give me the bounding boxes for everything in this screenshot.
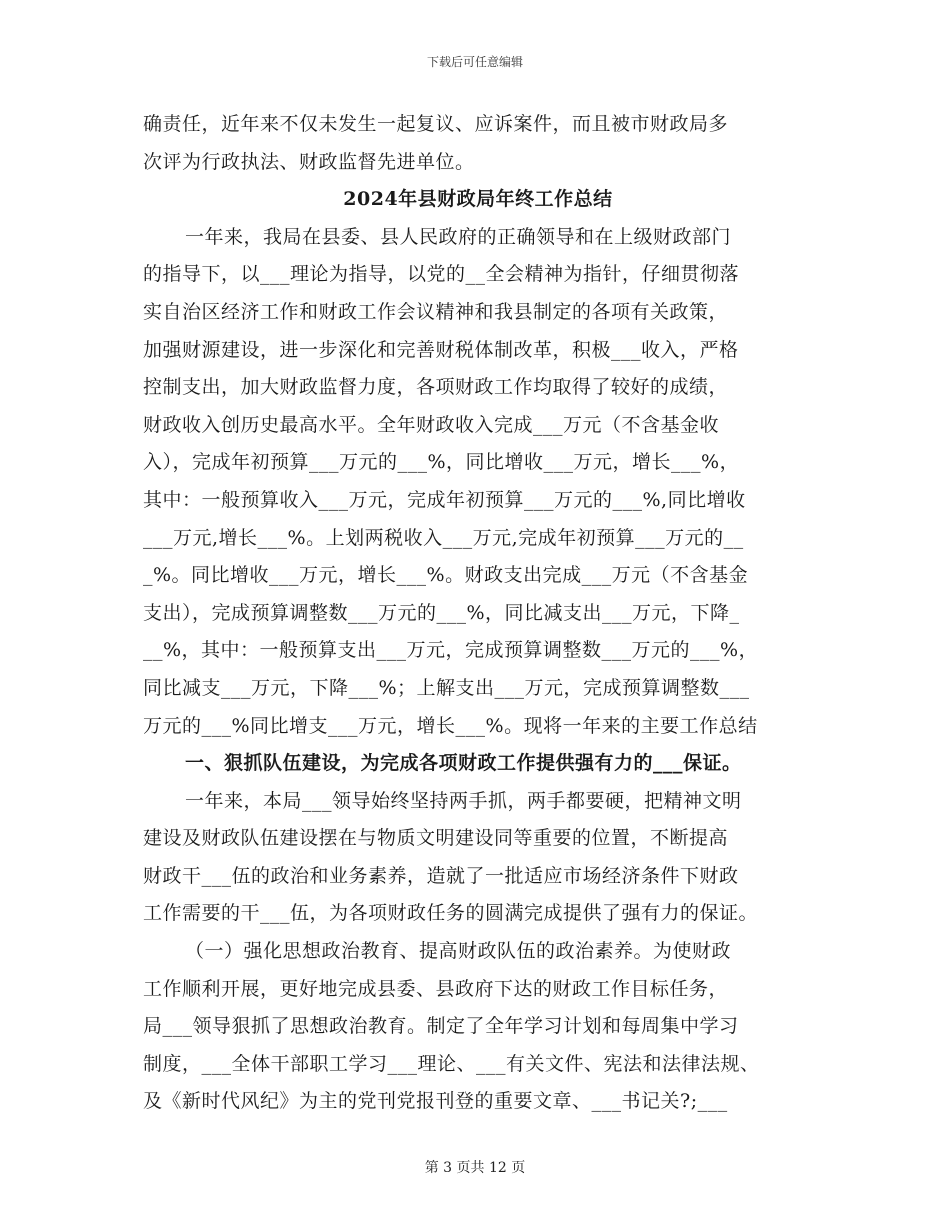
body-line: 及《新时代风纪》为主的党刊党报刊登的重要文章、___书记关?;___ (143, 1090, 728, 1113)
body-line: 的指导下，以___理论为指导，以党的__全会精神为指针，仔细贯彻落 (143, 263, 740, 286)
paragraph-start-line: 一年来，我局在县委、县人民政府的正确领导和在上级财政部门 (185, 225, 732, 248)
body-line: 制度，___全体干部职工学习___理论、___有关文件、宪法和法律法规、 (143, 1052, 760, 1075)
body-line: 实自治区经济工作和财政工作会议精神和我县制定的各项有关政策， (143, 300, 729, 323)
paragraph-start-line: 一年来，本局___领导始终坚持两手抓，两手都要硬，把精神文明 (185, 789, 742, 812)
body-line: __%，其中：一般预算支出___万元，完成预算调整数___万元的___%， (143, 639, 759, 662)
body-line: _%。同比增收___万元，增长___%。财政支出完成___万元（不含基金 (143, 564, 749, 587)
body-line: 入），完成年初预算___万元的___%，同比增收___万元，增长___%， (143, 451, 740, 474)
body-line: 建设及财政队伍建设摆在与物质文明建设同等重要的位置，不断提高 (143, 827, 729, 850)
body-line: ___万元,增长___%。上划两税收入___万元,完成年初预算___万元的__ (143, 526, 744, 549)
body-line: 控制支出，加大财政监督力度，各项财政工作均取得了较好的成绩， (143, 376, 729, 399)
body-line: 工作顺利开展，更好地完成县委、县政府下达的财政工作目标任务， (143, 977, 729, 1000)
body-line: 次评为行政执法、财政监督先进单位。 (143, 150, 475, 173)
page-footer: 第 3 页共 12 页 (424, 1160, 526, 1176)
document-body (143, 106, 813, 1121)
body-line: 财政收入创历史最高水平。全年财政收入完成___万元（不含基金收 (143, 413, 720, 436)
body-line: 局___领导狠抓了思想政治教育。制定了全年学习计划和每周集中学习 (143, 1015, 739, 1038)
paragraph-start-line: （一）强化思想政治教育、提高财政队伍的政治素养。为使财政 (185, 940, 732, 963)
page-header: 下载后可任意编辑 (426, 55, 523, 69)
document-title: 2024年县财政局年终工作总结 (343, 188, 613, 211)
body-line: 工作需要的干___伍，为各项财政任务的圆满完成提供了强有力的保证。 (143, 902, 759, 925)
body-line: 加强财源建设，进一步深化和完善财税体制改革，积极___收入，严格 (143, 338, 739, 361)
body-line: 其中：一般预算收入___万元，完成年初预算___万元的___%,同比增收 (143, 488, 746, 511)
body-line: 支出），完成预算调整数___万元的___%，同比减支出___万元，下降_ (143, 601, 740, 624)
body-line: 确责任，近年来不仅未发生一起复议、应诉案件，而且被市财政局多 (143, 113, 729, 135)
body-line: 同比减支___万元，下降___%；上解支出___万元，完成预算调整数___ (143, 676, 750, 699)
body-line: 万元的___%同比增支___万元，增长___%。现将一年来的主要工作总结 (143, 714, 758, 737)
section-heading: 一、狠抓队伍建设，为完成各项财政工作提供强有力的___保证。 (185, 752, 742, 775)
body-line: 财政干___伍的政治和业务素养，造就了一批适应市场经济条件下财政 (143, 864, 739, 887)
